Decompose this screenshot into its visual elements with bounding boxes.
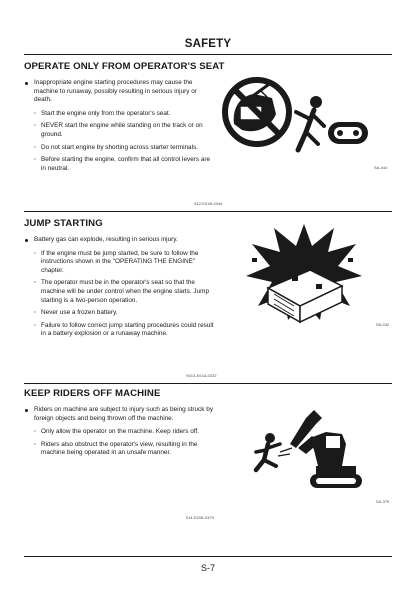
section-code: S12-E01B-0444 (194, 202, 223, 206)
section-divider (24, 211, 392, 212)
section-body-jump-starting (24, 236, 216, 343)
warning-bullet: Riders on machine are subject to injury such as being struck by foreign objects and being thrown off the machine. (24, 406, 216, 423)
header-rule (24, 54, 392, 55)
warning-bullet: Inappropriate engine starting procedures may cause the machine to runaway, possibly resulting in serious injury or death. (24, 79, 216, 105)
instruction-item: · Never use a frozen battery. (34, 309, 216, 318)
section-body-operator-seat (24, 79, 216, 177)
instruction-item: · Only allow the operator on the machine. Keep riders off. (34, 428, 216, 437)
instruction-list (24, 110, 216, 174)
prohibition-icon (225, 80, 289, 144)
thrown-rider-icon (256, 433, 280, 470)
rider-thrown-excavator-illustration (246, 404, 364, 494)
section-title-operator-seat: OPERATE ONLY FROM OPERATOR'S SEAT (24, 61, 225, 72)
motion-lines-icon (278, 448, 292, 456)
instruction-list (24, 250, 216, 339)
no-shorting-starter-illustration (220, 68, 370, 166)
excavator-icon (290, 410, 362, 488)
instruction-list (24, 428, 216, 458)
section-title-keep-riders-off: KEEP RIDERS OFF MACHINE (24, 388, 161, 399)
track-icon (328, 122, 368, 144)
instruction-item: · Failure to follow correct jump starting procedures could result in a battery explosion or a runaway machine. (34, 322, 216, 339)
falling-person-icon (296, 96, 324, 150)
section-body-keep-riders-off (24, 406, 216, 462)
instruction-item: · Before starting the engine, confirm that all control levers are in neutral. (34, 156, 216, 173)
instruction-item: · The operator must be in the operator's seat so that the machine will be under control when the engine starts. Jump starting is a two-person operation. (34, 279, 216, 305)
battery-explosion-illustration (244, 222, 364, 324)
section-divider (24, 383, 392, 384)
section-title-jump-starting: JUMP STARTING (24, 218, 103, 229)
instruction-item: · Start the engine only from the operator's seat. (34, 110, 216, 119)
figure-code: SA-444 (374, 166, 388, 170)
page-title: SAFETY (184, 38, 232, 50)
figure-code: SA-032 (376, 323, 390, 327)
footer-rule (24, 556, 392, 557)
section-code: S013-E01A-0032 (186, 374, 217, 378)
instruction-item: · NEVER start the engine while standing on the track or on ground. (34, 122, 216, 139)
instruction-item: · Do not start engine by shorting across starter terminals. (34, 144, 216, 153)
section-code: 014-E01B-0379 (186, 516, 214, 520)
page-number: S-7 (200, 563, 215, 573)
instruction-item: · Riders also obstruct the operator's view, resulting in the machine being operated in an unsafe manner. (34, 441, 216, 458)
instruction-item: · If the engine must be jump started, be sure to follow the instructions shown in the "OPERATING THE ENGINE" chapter. (34, 250, 216, 276)
warning-bullet: Battery gas can explode, resulting in serious injury. (24, 236, 216, 245)
figure-code: SA-379 (376, 500, 390, 504)
